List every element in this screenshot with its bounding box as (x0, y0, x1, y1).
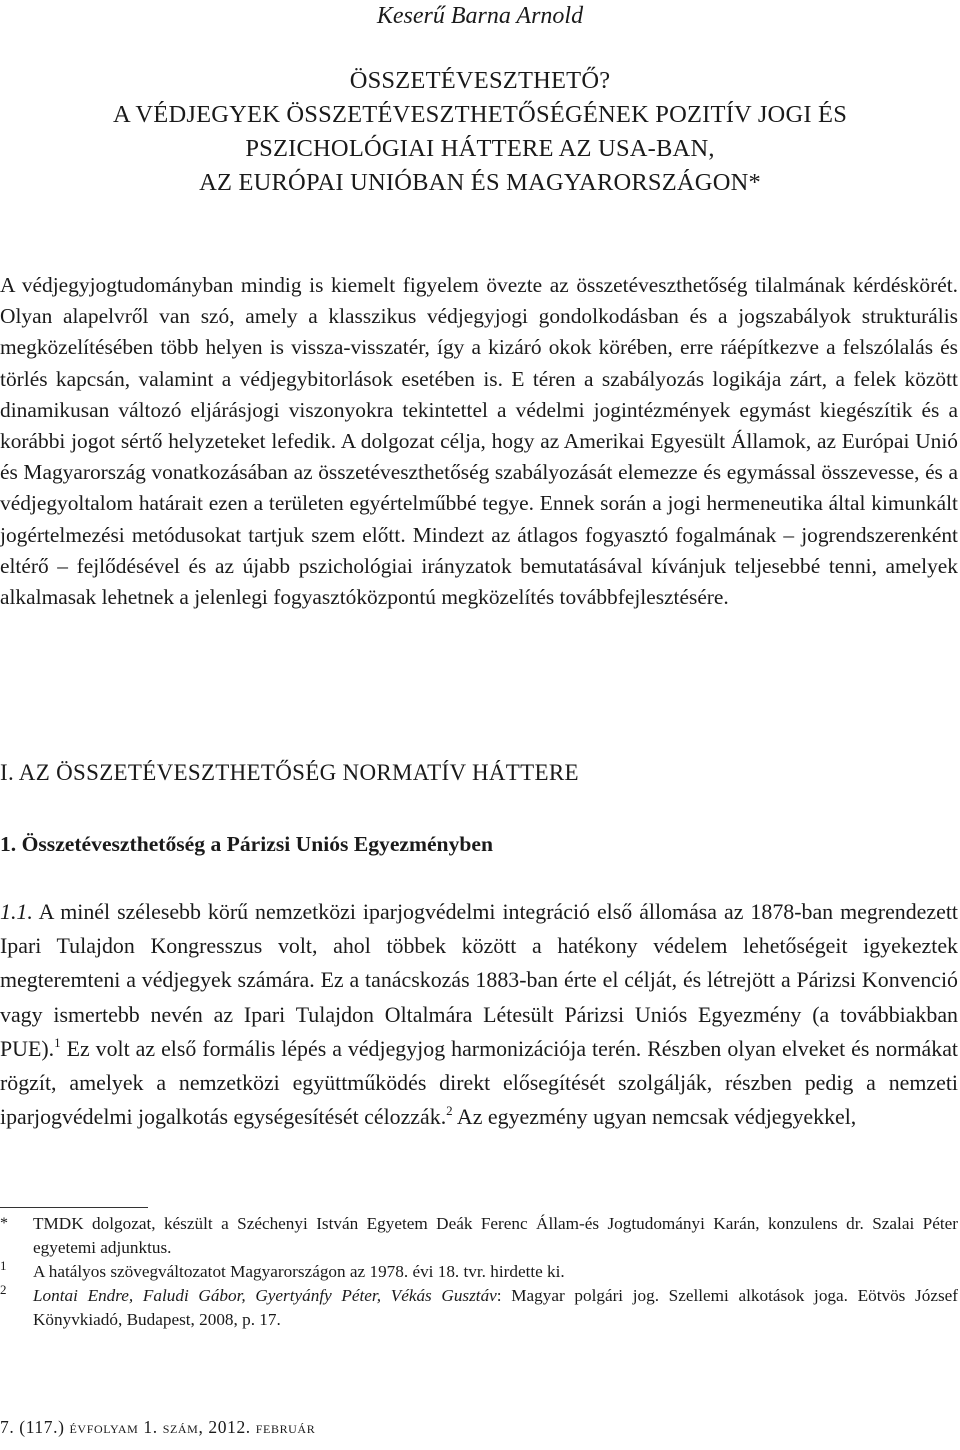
section-heading: I. AZ ÖSSZETÉVESZTHETŐSÉG NORMATÍV HÁTTERE (0, 760, 579, 785)
footnote-divider (0, 1207, 148, 1208)
author-name: Keserű Barna Arnold (376, 3, 584, 29)
title-line: ÖSSZETÉVESZTHETŐ? (349, 67, 611, 94)
paragraph-number: 1.1. (0, 899, 33, 924)
footnote-authors: Lontai Endre, Faludi Gábor, Gyertyánfy Péter, Vékás Gusztáv (33, 1286, 497, 1305)
footnote-mark: 1 (0, 1258, 7, 1273)
subsection-heading: 1. Összetéveszthetőség a Párizsi Uniós Egyezményben (0, 832, 493, 856)
footnote-mark: * (0, 1215, 8, 1232)
body-paragraph (0, 895, 958, 1134)
footnote-text: TMDK dolgozat, készült a Széchenyi István Egyetem Deák Ferenc Állam-és Jogtudományi Karán, konzulens dr. Szalai Péter egyetemi adjunktus. (33, 1214, 958, 1257)
footnote (0, 1284, 958, 1332)
title-line: A VÉDJEGYEK ÖSSZETÉVESZTHETŐSÉGÉNEK POZITÍV JOGI ÉS (112, 101, 848, 128)
footnote-reference: 1 (54, 1034, 61, 1050)
page-footer: 7. (117.) évfolyam 1. szám, 2012. február (0, 1417, 316, 1437)
footnote-text: : Magyar polgári jog. Szellemi alkotások joga. Eötvös József Könyvkiadó, Budapest, 2008, p. 17. (33, 1286, 958, 1329)
footnotes (0, 1212, 958, 1332)
footnote-reference: 2 (446, 1103, 453, 1119)
body-text-part: Az egyezmény ugyan nemcsak védjegyekkel, (452, 1104, 857, 1130)
title-line: AZ EURÓPAI UNIÓBAN ÉS MAGYARORSZÁGON* (199, 169, 761, 196)
footnote-text: A hatályos szövegváltozatot Magyarországon az 1978. évi 18. tvr. hirdette ki. (33, 1262, 565, 1281)
abstract-paragraph: A védjegyjogtudományban mindig is kiemelt figyelem övezte az összetéveszthetőség tilalmának kérdéskörét. Olyan alapelvről van szó, amely a klasszikus védjegyjogi gondolkodásban és a jogszabályok strukturális megközelítésében több helyen is vissza-visszatér, így a kizáró okok körében, erre ráépítkezve a felszólalás és törlés kapcsán, valamint a védjegybitorlások esetében is. E téren a szabályozás logikája zárt, a felek között dinamikusan változó eljárásjogi viszonyokra tekintettel a védelmi jogintézmények egymást kiegészítik és a korábbi jogot sértő helyzeteket lefedik. A dolgozat célja, hogy az Amerikai Egyesült Államok, az Európai Unió és Magyarország vonatkozásában az összetéveszthetőség szabályozását elemezze és egymással összevesse, és a védjegyoltalom határait ezen a területen egyértelműbbé tegye. Ennek során a jogi hermeneutika által kimunkált jogértelmezési metódusokat tartjuk szem előtt. Mindezt az átlagos fogyasztó fogalmának – jogrendszerenként eltérő – fejlődésével és az újabb pszichológiai irányzatok bemutatásával kívánjuk teljesebbé tenni, amelyek alkalmasak lehetnek a jelenlegi fogyasztóközpontú megközelítés továbbfejlesztésére. (0, 273, 958, 610)
body-text-part: A minél szélesebb körű nemzetközi iparjogvédelmi integráció első állomása az 1878-ban megrendezett Ipari Tulajdon Kongresszus volt, ahol többek között a hatékony védelem lehetőségeit igyekeztek megteremteni a védjegyek számára. Ez a tanácskozás 1883-ban érte el célját, és létrejött a Párizsi Konvenció vagy ismertebb nevén az Ipari Tulajdon Oltalmára Létesült Párizsi Uniós Egyezmény (a továbbiakban PUE). (0, 899, 958, 1061)
body-text-part: Ez volt az első formális lépés a védjegyjog harmonizációja terén. Részben olyan elveket és normákat rögzít, amelyek a nemzetközi együttműködés direkt elősegítését szolgálják, részben pedig a nemzeti iparjogvédelmi jogalkotás egységesítését célozzák. (0, 1035, 958, 1130)
title-line: PSZICHOLÓGIAI HÁTTERE AZ USA-BAN, (245, 135, 715, 162)
footnote (0, 1260, 958, 1284)
footnote-mark: 2 (0, 1282, 7, 1297)
footnote (0, 1212, 958, 1260)
article-title (0, 64, 960, 200)
